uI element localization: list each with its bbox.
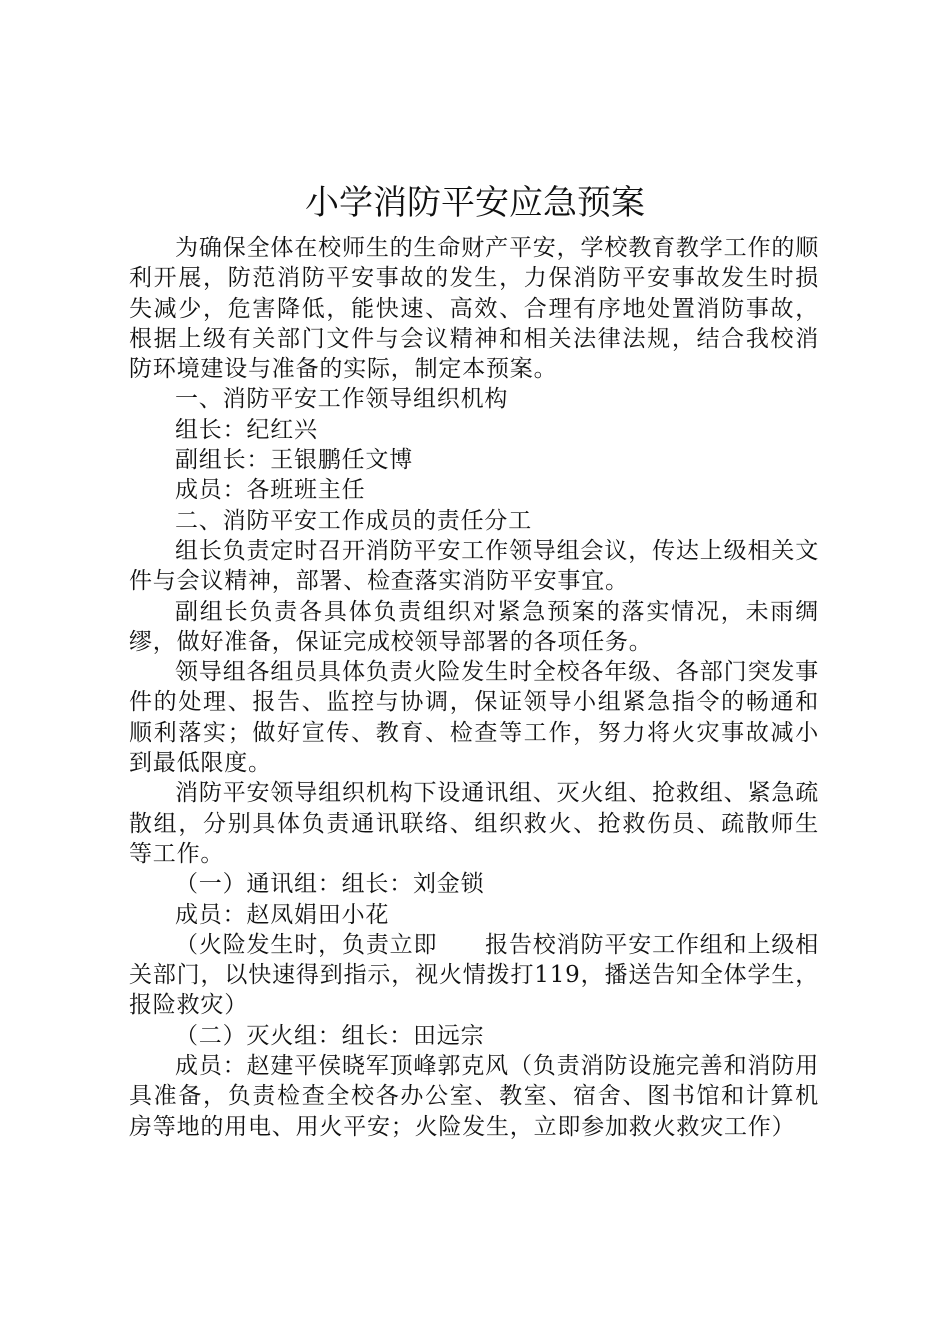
paragraph-members-duty: 领导组各组员具体负责火险发生时全校各年级、各部门突发事件的处理、报告、监控与协调，保证领导小组紧急指令的畅通和顺利落实；做好宣传、教育、检查等工作，努力将火灾事故减小到最低限度。 xyxy=(129,659,819,777)
heading-fire-group: （二）灭火组：组长：田远宗 xyxy=(175,1022,485,1049)
paragraph-vice-leader: 副组长：王银鹏任文博 xyxy=(175,447,413,474)
paragraph-leader-duty: 组长负责定时召开消防平安工作领导组会议，传达上级相关文件与会议精神，部署、检查落实消防平安事宜。 xyxy=(129,537,819,595)
paragraph-comm-duty: （火险发生时，负责立即 报告校消防平安工作组和上级相关部门，以快速得到指示，视火情拨打119，播送告知全体学生，报险救灾） xyxy=(129,931,819,1019)
paragraph-members: 成员：各班班主任 xyxy=(175,477,366,504)
paragraph-vice-leader-duty: 副组长负责各具体负责组织对紧急预案的落实情况，未雨绸缪，做好准备，保证完成校领导部署的各项任务。 xyxy=(129,598,819,655)
document-body xyxy=(129,233,819,1142)
paragraph-intro: 为确保全体在校师生的生命财产平安，学校教育教学工作的顺利开展，防范消防平安事故的发生，力保消防平安事故发生时损失减少，危害降低，能快速、高效、合理有序地处置消防事故，根据上级有关部门文件与会议精神和相关法律法规，结合我校消防环境建设与准备的实际，制定本预案。 xyxy=(129,235,819,383)
heading-comm-group: （一）通讯组：组长：刘金锁 xyxy=(175,871,485,898)
document-title: 小学消防平安应急预案 xyxy=(305,183,645,223)
paragraph-leader: 组长：纪红兴 xyxy=(175,416,318,443)
heading-section-1: 一、消防平安工作领导组织机构 xyxy=(175,386,509,413)
paragraph-comm-members: 成员：赵凤娟田小花 xyxy=(175,901,390,928)
paragraph-subgroups: 消防平安领导组织机构下设通讯组、灭火组、抢救组、紧急疏散组，分别具体负责通讯联络、组织救火、抢救伤员、疏散师生等工作。 xyxy=(129,780,819,867)
paragraph-fire-members: 成员：赵建平侯晓军顶峰郭克风（负责消防设施完善和消防用具准备，负责检查全校各办公室、教室、宿舍、图书馆和计算机房等地的用电、用火平安；火险发生，立即参加救火救灾工作） xyxy=(129,1053,819,1140)
heading-section-2: 二、消防平安工作成员的责任分工 xyxy=(175,507,532,534)
